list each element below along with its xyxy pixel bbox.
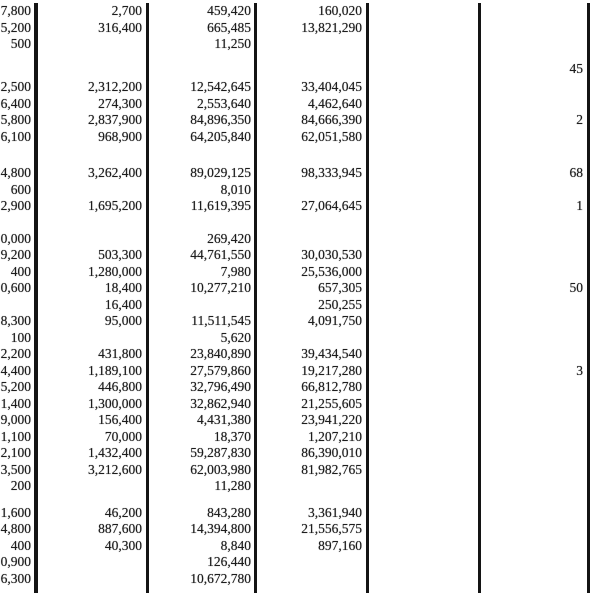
table-cell: 1,600 (0, 504, 31, 520)
table-cell (254, 36, 366, 53)
table-row (0, 198, 600, 215)
table-cell: 11,280 (214, 478, 251, 493)
table-cell (34, 554, 146, 571)
table-cell: 8,840 (220, 537, 251, 553)
table-cell: 2,900 (0, 198, 31, 213)
table-cell (366, 264, 478, 281)
table-cell: 3,361,940 (308, 504, 362, 520)
table-row (0, 445, 600, 462)
table-cell: 3,262,400 (88, 165, 142, 180)
table-cell (366, 165, 478, 182)
table-cell (478, 330, 587, 347)
table-cell (478, 3, 587, 20)
table-cell: 2,553,640 (197, 95, 251, 111)
table-cell: 44,761,550 (190, 247, 251, 262)
table-cell: 46,200 (104, 504, 142, 520)
table-cell (478, 297, 587, 314)
table-cell: 7,980 (220, 263, 251, 279)
table-cell (478, 20, 587, 37)
table-cell: 21,556,575 (301, 521, 362, 536)
table-cell: 1,100 (0, 428, 31, 444)
table-cell: 269,420 (207, 230, 251, 246)
table-cell: 1,432,400 (88, 445, 142, 460)
table-cell: 657,305 (318, 280, 362, 295)
table-cell: 1,280,000 (88, 263, 142, 279)
table-cell (478, 379, 587, 396)
table-cell: 5,200 (0, 379, 31, 394)
table-cell: 7,800 (0, 3, 31, 18)
table-cell: 0,900 (0, 554, 31, 569)
table-cell (478, 96, 587, 113)
table-row (0, 112, 600, 129)
table-cell: 21,255,605 (301, 395, 362, 411)
table-cell: 10,672,780 (190, 570, 251, 586)
table-cell (254, 61, 366, 78)
table-row (0, 346, 600, 363)
table-cell (478, 36, 587, 53)
table-cell: 64,205,840 (190, 128, 251, 144)
table-cell (366, 571, 478, 588)
table-cell: 39,434,540 (301, 346, 362, 361)
table-cell (34, 478, 146, 495)
table-cell (478, 396, 587, 413)
table-cell (366, 521, 478, 538)
table-cell: 25,536,000 (301, 263, 362, 279)
table-cell: 5,800 (0, 112, 31, 127)
table-cell: 11,250 (214, 36, 251, 51)
table-row (0, 521, 600, 538)
table-row (0, 36, 600, 53)
table-cell (478, 429, 587, 446)
table-cell: 0,600 (0, 280, 31, 295)
table-cell: 126,440 (207, 554, 251, 569)
table-row (0, 478, 600, 495)
table-cell (254, 182, 366, 199)
table-row (0, 505, 600, 522)
table-cell: 18,400 (104, 280, 142, 295)
table-cell (478, 571, 587, 588)
table-cell: 68 (569, 165, 583, 180)
table-cell (478, 346, 587, 363)
table-cell: 1,189,100 (88, 362, 142, 378)
table-cell (34, 61, 146, 78)
table-cell: 968,900 (98, 128, 142, 144)
table-cell: 6,100 (0, 128, 31, 144)
table-cell: 50 (569, 280, 583, 295)
table-cell (366, 20, 478, 37)
table-cell: 3,500 (0, 461, 31, 477)
table-cell (366, 379, 478, 396)
table-cell (254, 478, 366, 495)
table-cell (478, 505, 587, 522)
table-cell: 62,051,580 (301, 128, 362, 144)
table-cell: 1,207,210 (308, 428, 362, 444)
table-cell (366, 247, 478, 264)
table-cell: 12,542,645 (190, 79, 251, 94)
table-cell: 431,800 (98, 346, 142, 361)
table-cell: 32,862,940 (190, 395, 251, 411)
table-cell: 95,000 (104, 313, 142, 328)
table-row (0, 379, 600, 396)
table-cell (254, 554, 366, 571)
table-cell (366, 61, 478, 78)
table-cell (478, 538, 587, 555)
table-cell (478, 412, 587, 429)
table-cell: 1,400 (0, 395, 31, 411)
table-cell (34, 330, 146, 347)
table-row (0, 280, 600, 297)
table-cell: 14,394,800 (190, 521, 251, 536)
table-row (0, 313, 600, 330)
table-cell (478, 264, 587, 281)
table-cell (478, 231, 587, 248)
table-cell: 5,200 (0, 19, 31, 35)
table-row (0, 20, 600, 37)
table-row (0, 554, 600, 571)
table-cell: 5,620 (220, 329, 251, 345)
table-row (0, 231, 600, 248)
table-cell: 3 (576, 362, 583, 378)
table-cell: 843,280 (207, 504, 251, 520)
table-cell: 446,800 (98, 379, 142, 394)
table-cell (366, 231, 478, 248)
table-cell: 27,579,860 (190, 362, 251, 378)
table-row (0, 412, 600, 429)
table-cell: 98,333,945 (301, 165, 362, 180)
table-cell: 70,000 (104, 428, 142, 444)
table-cell: 18,370 (213, 428, 251, 444)
table-cell (478, 521, 587, 538)
table-row (0, 79, 600, 96)
table-row (0, 297, 600, 314)
table-cell: 500 (10, 36, 31, 51)
table-cell: 84,896,350 (190, 112, 251, 127)
table-cell (34, 571, 146, 588)
table-cell (34, 182, 146, 199)
table-cell: 62,003,980 (190, 461, 251, 477)
table-cell (34, 36, 146, 53)
table-cell: 156,400 (98, 412, 142, 427)
table-cell: 200 (10, 478, 31, 493)
table-row (0, 264, 600, 281)
table-cell: 2,312,200 (88, 79, 142, 94)
table-cell: 11,619,395 (190, 198, 251, 213)
table-cell (366, 96, 478, 113)
table-cell: 11,511,545 (191, 313, 251, 328)
table-cell (366, 554, 478, 571)
table-cell (34, 231, 146, 248)
table-cell: 40,300 (104, 537, 142, 553)
table-cell: 400 (10, 263, 31, 279)
table-cell (0, 61, 34, 78)
table-cell (146, 297, 254, 314)
table-cell: 81,982,765 (301, 461, 362, 477)
table-cell (366, 396, 478, 413)
table-cell: 2,200 (0, 346, 31, 361)
table-cell (366, 36, 478, 53)
table-cell: 4,091,750 (308, 313, 362, 328)
table-cell (366, 313, 478, 330)
table-cell: 0,000 (0, 230, 31, 246)
table-cell: 33,404,045 (301, 79, 362, 94)
table-cell: 4,431,380 (197, 412, 251, 427)
table-cell (478, 554, 587, 571)
table-cell: 250,255 (318, 296, 362, 312)
table-cell (478, 478, 587, 495)
table-cell (366, 182, 478, 199)
table-row (0, 96, 600, 113)
table-row (0, 330, 600, 347)
table-cell: 2,500 (0, 79, 31, 94)
table-cell: 30,030,530 (301, 247, 362, 262)
table-cell (366, 412, 478, 429)
table-row (0, 462, 600, 479)
ledger-table (0, 3, 600, 587)
table-cell: 23,941,220 (301, 412, 362, 427)
table-cell: 6,300 (0, 570, 31, 586)
table-row (0, 429, 600, 446)
table-cell: 3,212,600 (88, 461, 142, 477)
table-cell: 9,200 (0, 247, 31, 262)
table-cell (366, 297, 478, 314)
table-cell (366, 429, 478, 446)
table-row (0, 571, 600, 588)
table-row (0, 396, 600, 413)
table-cell: 8,300 (0, 313, 31, 328)
table-cell (478, 247, 587, 264)
table-cell (366, 363, 478, 380)
table-cell (254, 231, 366, 248)
table-cell (478, 462, 587, 479)
table-cell (478, 445, 587, 462)
table-row (0, 247, 600, 264)
table-cell: 100 (10, 329, 31, 345)
table-cell (146, 61, 254, 78)
table-cell: 4,800 (0, 521, 31, 536)
table-cell (366, 280, 478, 297)
table-cell: 10,277,210 (190, 280, 251, 295)
table-cell (366, 129, 478, 146)
table-cell: 1,300,000 (88, 395, 142, 411)
table-row (0, 165, 600, 182)
table-cell (478, 79, 587, 96)
table-cell: 6,400 (0, 95, 31, 111)
table-cell: 2,837,900 (88, 112, 142, 127)
table-cell: 1 (576, 198, 583, 213)
table-cell: 600 (10, 181, 31, 197)
table-cell: 897,160 (318, 537, 362, 553)
table-cell (366, 3, 478, 20)
table-row (0, 61, 600, 78)
table-cell (254, 330, 366, 347)
table-cell (366, 112, 478, 129)
table-cell: 23,840,890 (190, 346, 251, 361)
table-cell (366, 478, 478, 495)
table-cell (366, 445, 478, 462)
table-cell: 89,029,125 (190, 165, 251, 180)
table-cell: 4,400 (0, 362, 31, 378)
table-cell: 32,796,490 (190, 379, 251, 394)
table-cell (366, 346, 478, 363)
table-cell (0, 297, 34, 314)
table-cell: 86,390,010 (301, 445, 362, 460)
table-cell: 274,300 (98, 95, 142, 111)
table-cell: 160,020 (318, 3, 362, 18)
table-cell: 45 (569, 60, 583, 76)
table-cell (478, 313, 587, 330)
table-cell: 27,064,645 (301, 198, 362, 213)
table-cell: 2,700 (111, 3, 142, 18)
table-row (0, 363, 600, 380)
table-row (0, 182, 600, 199)
table-cell: 13,821,290 (301, 19, 362, 35)
table-cell: 2 (576, 112, 583, 127)
table-row (0, 129, 600, 146)
table-cell: 16,400 (104, 296, 142, 312)
table-cell: 400 (10, 537, 31, 553)
table-cell: 84,666,390 (301, 112, 362, 127)
table-cell (478, 182, 587, 199)
table-row (0, 3, 600, 20)
table-cell (366, 538, 478, 555)
table-cell (366, 462, 478, 479)
table-cell (254, 571, 366, 588)
table-cell: 19,217,280 (301, 362, 362, 378)
table-cell (366, 198, 478, 215)
table-cell: 4,800 (0, 165, 31, 180)
table-cell: 887,600 (98, 521, 142, 536)
table-cell: 316,400 (98, 19, 142, 35)
table-cell: 1,695,200 (88, 198, 142, 213)
table-cell (366, 79, 478, 96)
table-cell: 503,300 (98, 247, 142, 262)
table-cell: 2,100 (0, 445, 31, 460)
table-cell (366, 330, 478, 347)
table-cell (478, 129, 587, 146)
table-cell: 59,287,830 (190, 445, 251, 460)
table-cell: 4,462,640 (308, 95, 362, 111)
table-cell: 9,000 (0, 412, 31, 427)
table-cell: 665,485 (207, 19, 251, 35)
table-cell: 459,420 (207, 3, 251, 18)
table-row (0, 538, 600, 555)
table-cell (366, 505, 478, 522)
table-cell: 8,010 (220, 181, 251, 197)
table-cell: 66,812,780 (301, 379, 362, 394)
